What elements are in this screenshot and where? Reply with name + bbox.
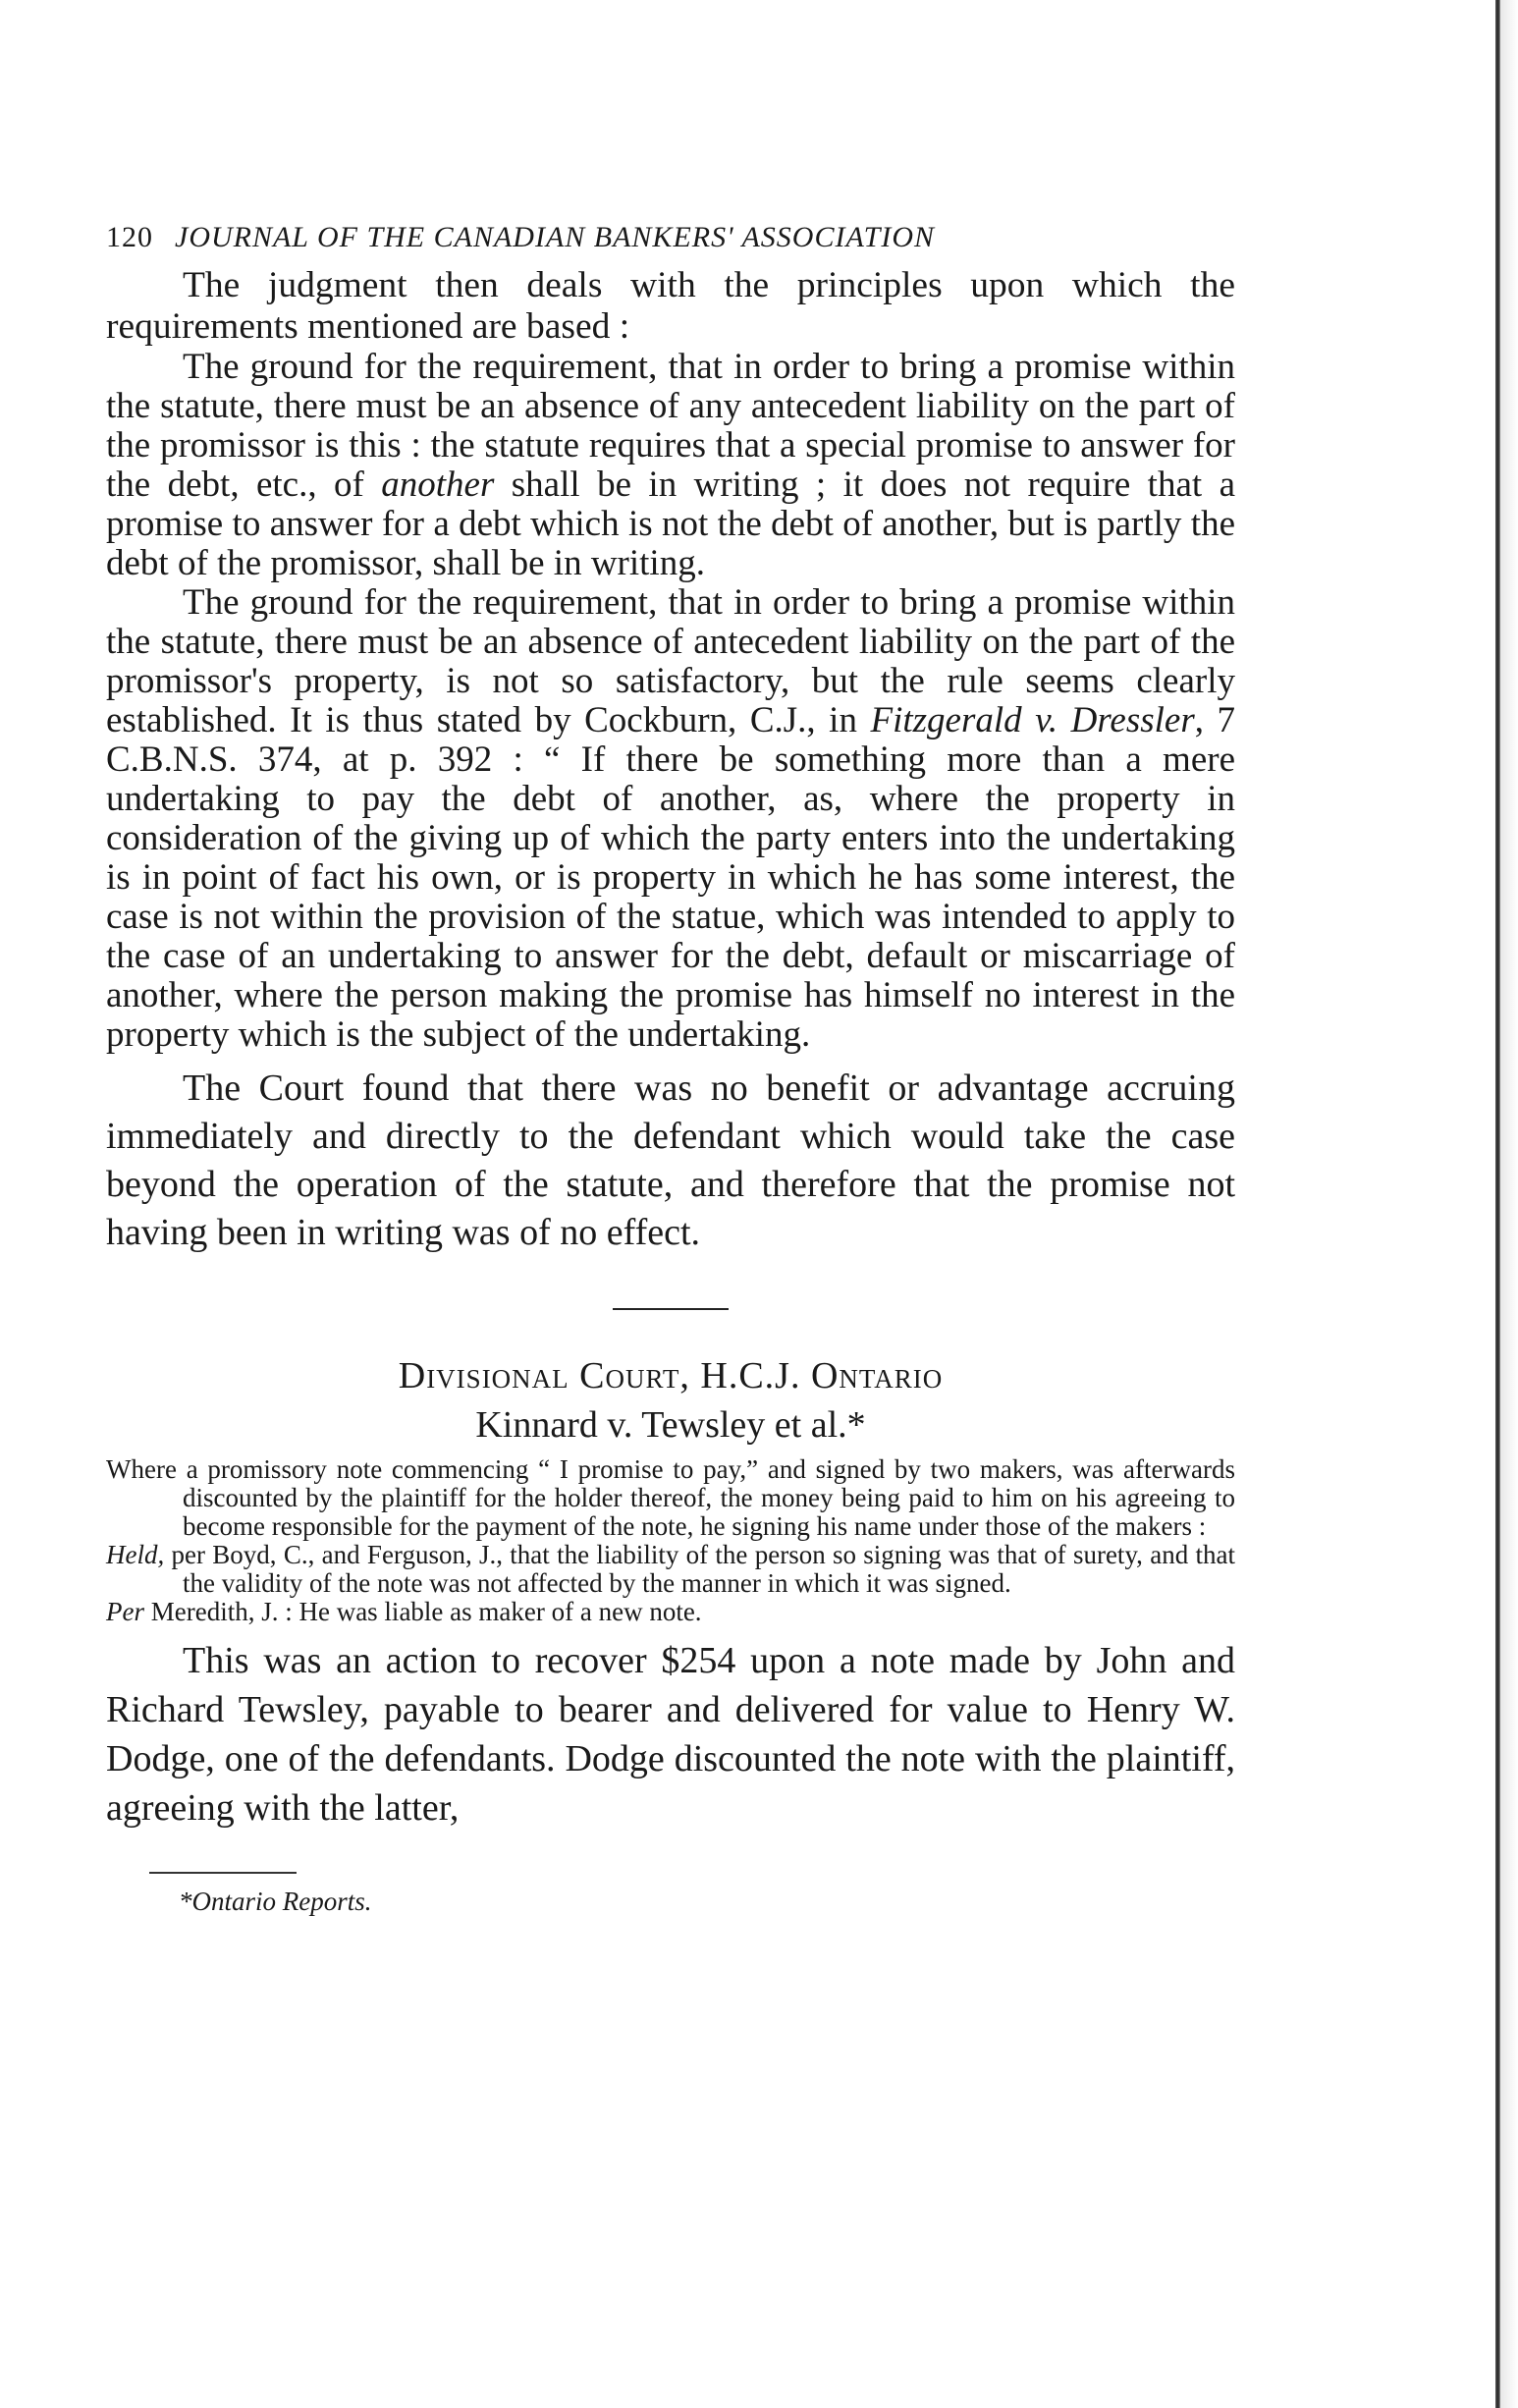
running-head (106, 218, 1235, 257)
page-content (106, 218, 1235, 1917)
quote-paragraph-1 (106, 348, 1235, 583)
quote1-text-start: The ground for the requirement, that in order to bring a promise within the statute, there must be an absence of any antecedent liability on the part of the promissor is this : the statute requires that a special promise to answer for the debt, etc., of (106, 347, 1235, 505)
court-heading: Divisional Court, H.C.J. Ontario (398, 1355, 944, 1396)
journal-title: JOURNAL OF THE CANADIAN BANKERS' ASSOCIATION (175, 221, 936, 253)
section-divider (613, 1308, 729, 1310)
page-number: 120 (106, 221, 153, 253)
headnote-paragraph-1: Where a promissory note commencing “ I promise to pay,” and signed by two makers, was afterwards discounted by the plaintiff for the holder thereof, the money being paid to him on his agreeing to become responsible for the payment of the note, he signing his name under those of the makers : (106, 1454, 1235, 1541)
quote1-text-end: shall be in writing ; it does not require that a promise to answer for a debt which is not the debt of another, but is partly the debt of the promissor, shall be in writing. (106, 465, 1235, 583)
headnote-held-text: per Boyd, C., and Ferguson, J., that the liability of the person so signing was that of surety, and that the validity of the note was not affected by the manner in which it was signed. (164, 1540, 1235, 1598)
case-body-paragraph: This was an action to recover $254 upon a note made by John and Richard Tewsley, payable to bearer and delivered for value to Henry W. Dodge, one of the defendants. Dodge discounted the note with the plaintiff, agreeing with the latter, (106, 1640, 1235, 1829)
case-citation: Fitzgerald v. Dressler (870, 700, 1195, 740)
footnote: *Ontario Reports. (179, 1887, 372, 1916)
page-edge (1495, 0, 1500, 2408)
page-edge-shadow (1500, 0, 1518, 2408)
headnote-held-label: Held, (106, 1540, 165, 1569)
quote-paragraph-2 (106, 583, 1235, 1055)
quote1-emphasis: another (381, 465, 495, 505)
headnote-paragraph-3 (106, 1598, 1235, 1626)
intro-paragraph: The judgment then deals with the principles upon which the requirements mentioned are based : (106, 265, 1235, 347)
conclusion-paragraph: The Court found that there was no benefit or advantage accruing immediately and directly to the defendant which would take the case beyond the operation of the statute, and therefore that the promise not having been in writing was of no effect. (106, 1067, 1235, 1253)
headnote-per-label: Per (106, 1597, 144, 1626)
case-title: Kinnard v. Tewsley et al.* (475, 1404, 866, 1446)
headnote-paragraph-2 (106, 1541, 1235, 1598)
headnote-per-text: Meredith, J. : He was liable as maker of a new note. (143, 1597, 702, 1626)
footnote-rule (149, 1872, 297, 1874)
quote2-text-end: , 7 C.B.N.S. 374, at p. 392 : “ If there be something more than a mere undertaking to pay the debt of another, as, where the property in consideration of the giving up of which the party enters into the undertaking is in point of fact his own, or is property in which he has some interest, the case is not within the provision of the statue, which was intended to apply to the case of an undertaking to answer for the debt, default or miscarriage of another, where the person making the promise has himself no interest in the property which is the subject of the undertaking. (106, 700, 1236, 1055)
quote2-text-start: The ground for the requirement, that in order to bring a promise within the statute, there must be an absence of antecedent liability on the part of the promissor's property, is not so satisfactory, but the rule seems clearly established. It is thus stated by Cockburn, C.J., in (106, 582, 1235, 740)
